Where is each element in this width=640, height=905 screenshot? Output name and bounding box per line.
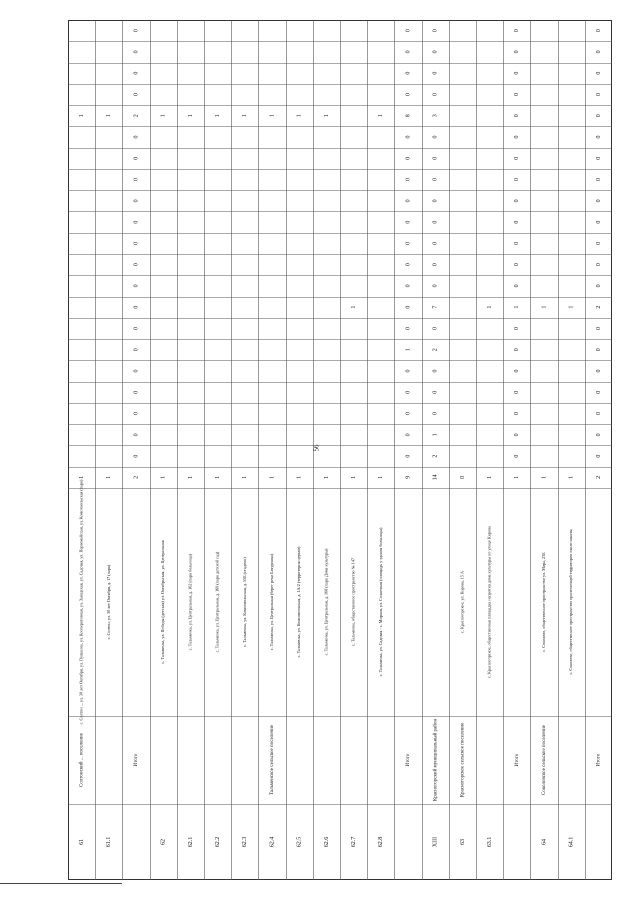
row-value: 1 <box>568 305 575 309</box>
row-value: 0 <box>405 156 412 160</box>
row-locality: с. Тальменка, общественное пространство № 147 <box>350 558 356 646</box>
row-value: 1 <box>541 475 548 479</box>
row-value: 0 <box>514 326 521 330</box>
row-code: 62.3 <box>242 836 249 848</box>
row-code: 62.4 <box>269 836 276 848</box>
row-value: 3 <box>432 114 439 118</box>
row-value: 0 <box>432 241 439 245</box>
row-value: 1 <box>405 348 412 352</box>
row-locality: с. Солтон, ул. 30 лет Октября, д. 17 (парк) <box>105 564 111 640</box>
row-value: 0 <box>514 220 521 224</box>
row-locality: с. Красногорское, общественная площадка напротив дома культуры по улице Кирова <box>486 526 492 678</box>
row-value: 0 <box>133 220 140 224</box>
row-value: 2 <box>133 475 140 479</box>
row-code: 62.6 <box>323 836 330 848</box>
row-value: 0 <box>432 326 439 330</box>
row-value: 0 <box>514 412 521 416</box>
row-value: 0 <box>432 92 439 96</box>
row-code: 62.7 <box>350 836 357 848</box>
row-value: 0 <box>595 390 602 394</box>
row-code: 61 <box>78 839 85 845</box>
row-value: 0 <box>405 29 412 33</box>
row-code: XIII <box>432 836 439 848</box>
row-value: 0 <box>595 135 602 139</box>
row-code: 61.1 <box>106 836 113 848</box>
row-code: 62.5 <box>296 836 303 848</box>
row-value: 0 <box>133 284 140 288</box>
row-value: 7 <box>432 305 439 309</box>
row-locality: с. Тальменка, ул. Комсомольская, д. 55Б (стадион) <box>241 557 247 647</box>
row-value: 0 <box>133 454 140 458</box>
row-value: 0 <box>432 29 439 33</box>
row-value: 0 <box>133 199 140 203</box>
row-value: 0 <box>405 412 412 416</box>
row-value: 0 <box>595 29 602 33</box>
row-value: 0 <box>405 369 412 373</box>
row-value: 0 <box>514 390 521 394</box>
row-value: 2 <box>133 114 140 118</box>
row-value: 0 <box>133 71 140 75</box>
row-value: 0 <box>432 412 439 416</box>
row-value: 0 <box>405 92 412 96</box>
row-value: 1 <box>541 305 548 309</box>
row-value: 0 <box>432 135 439 139</box>
row-value: 1 <box>214 475 221 479</box>
row-value: 0 <box>133 156 140 160</box>
row-value: 0 <box>133 326 140 330</box>
row-code: 64.1 <box>568 836 575 848</box>
row-value: 0 <box>133 50 140 54</box>
footnote-separator <box>0 883 122 884</box>
row-value: 1 <box>106 114 113 118</box>
row-value: 0 <box>405 433 412 437</box>
row-district: Солтонский ... поселение <box>79 733 85 787</box>
row-value: 0 <box>514 135 521 139</box>
row-district: Итого <box>406 753 412 767</box>
row-value: 0 <box>405 241 412 245</box>
row-value: 0 <box>432 390 439 394</box>
row-value: 0 <box>432 71 439 75</box>
row-value: 0 <box>595 348 602 352</box>
row-value: 0 <box>133 390 140 394</box>
row-value: 0 <box>133 29 140 33</box>
row-district: Красногорское сельское поселение <box>460 722 466 798</box>
row-value: 1 <box>78 475 85 479</box>
row-value: 0 <box>133 135 140 139</box>
row-value: 0 <box>133 178 140 182</box>
row-value: 0 <box>514 178 521 182</box>
row-value: 2 <box>595 475 602 479</box>
row-value: 0 <box>595 433 602 437</box>
row-value: 8 <box>405 114 412 118</box>
row-value: 1 <box>106 475 113 479</box>
row-value: 0 <box>595 71 602 75</box>
row-code: 63 <box>459 839 466 845</box>
row-value: 0 <box>432 178 439 182</box>
row-value: 0 <box>405 178 412 182</box>
row-value: 1 <box>486 305 493 309</box>
row-value: 0 <box>595 263 602 267</box>
row-value: 0 <box>514 369 521 373</box>
row-locality: с. Соколово, общественное пространство ул. Мира, 23Б <box>540 552 546 652</box>
row-locality: с. Красногорское, ул. Кирова, 15 А <box>459 571 465 633</box>
row-locality: с. Соколово, общественное пространство прилегающей территории около школы <box>568 529 574 675</box>
row-value: 0 <box>432 220 439 224</box>
row-value: 1 <box>323 475 330 479</box>
row-value: 1 <box>378 475 385 479</box>
row-value: 0 <box>595 50 602 54</box>
row-value: 0 <box>133 412 140 416</box>
row-value: 0 <box>514 114 521 118</box>
row-value: 0 <box>514 284 521 288</box>
row-value: 1 <box>214 114 221 118</box>
row-value: 0 <box>405 263 412 267</box>
row-value: 1 <box>568 475 575 479</box>
row-value: 0 <box>595 92 602 96</box>
row-value: 0 <box>405 305 412 309</box>
row-code: 62 <box>160 839 167 845</box>
row-value: 0 <box>514 92 521 96</box>
row-value: 0 <box>405 326 412 330</box>
row-value: 0 <box>459 475 466 479</box>
row-value: 0 <box>595 326 602 330</box>
row-value: 1 <box>296 114 303 118</box>
row-value: 0 <box>133 305 140 309</box>
row-value: 0 <box>405 71 412 75</box>
row-value: 1 <box>296 475 303 479</box>
row-value: 0 <box>595 412 602 416</box>
row-value: 0 <box>432 156 439 160</box>
row-value: 2 <box>432 454 439 458</box>
row-value: 1 <box>242 114 249 118</box>
table-border <box>69 21 612 880</box>
row-value: 0 <box>595 454 602 458</box>
row-district: Итого <box>514 753 520 767</box>
row-value: 0 <box>595 220 602 224</box>
row-value: 1 <box>187 475 194 479</box>
row-value: 0 <box>595 114 602 118</box>
row-value: 0 <box>432 263 439 267</box>
row-district: Тальменское сельское поселение <box>270 724 276 796</box>
row-value: 14 <box>432 474 439 481</box>
row-value: 0 <box>432 284 439 288</box>
row-value: 1 <box>187 114 194 118</box>
row-locality: с. Тальменка, ул. Садовая - с. Мирная, ул. Солнечная (площадь у здания больницы) <box>377 527 383 677</box>
row-value: 0 <box>514 263 521 267</box>
row-district: Соколовское сельское поселение <box>542 725 548 795</box>
row-value: 0 <box>432 50 439 54</box>
row-value: 1 <box>378 114 385 118</box>
row-value: 0 <box>432 199 439 203</box>
row-value: 1 <box>514 305 521 309</box>
row-locality: с. Тальменка, ул. Победы (детская) ул. Октябрьская, ул. Центральная <box>160 540 166 664</box>
row-code: 62.2 <box>214 836 221 848</box>
row-value: 1 <box>78 114 85 118</box>
row-value: 2 <box>595 305 602 309</box>
row-value: 0 <box>514 50 521 54</box>
row-locality: с. Тальменка, ул. Комсомольская, д. 1А/2 (территория церкви) <box>296 546 302 658</box>
row-locality: с. Тальменка, ул. Центральная, д. 160 (парк детской сад) <box>214 551 220 653</box>
row-value: 0 <box>405 284 412 288</box>
row-value: 0 <box>133 263 140 267</box>
row-value: 0 <box>432 369 439 373</box>
row-district: Итого <box>596 753 602 767</box>
row-value: 1 <box>350 305 357 309</box>
row-code: 64 <box>541 839 548 845</box>
row-value: 1 <box>486 475 493 479</box>
row-value: 1 <box>242 475 249 479</box>
row-value: 0 <box>514 199 521 203</box>
row-district: Итого <box>134 753 140 767</box>
row-value: 0 <box>514 241 521 245</box>
row-value: 1 <box>323 114 330 118</box>
row-value: 0 <box>595 156 602 160</box>
row-value: 0 <box>514 433 521 437</box>
row-value: 0 <box>405 199 412 203</box>
row-locality: с. Солтон ... ул. 30 лет Октября, ул. Пушкина, ул. Кооперативная, ул. Заводская, ул. Садовая, ул. Первомайская, ул. Комсомольская (парк) <box>78 479 84 725</box>
row-value: 0 <box>405 220 412 224</box>
row-value: 0 <box>595 369 602 373</box>
row-code: 63.1 <box>486 836 493 848</box>
data-table <box>68 20 612 880</box>
row-value: 0 <box>595 199 602 203</box>
row-value: 0 <box>133 348 140 352</box>
row-district: Красногорский муниципальный район <box>433 718 439 802</box>
row-value: 0 <box>514 29 521 33</box>
row-value: 1 <box>350 475 357 479</box>
row-value: 0 <box>405 454 412 458</box>
page-number: 56 <box>312 444 321 452</box>
table-grid <box>68 20 612 880</box>
row-value: 0 <box>514 71 521 75</box>
row-value: 1 <box>269 475 276 479</box>
row-value: 1 <box>432 433 439 437</box>
row-value: 1 <box>269 114 276 118</box>
row-value: 0 <box>405 135 412 139</box>
row-locality: с. Тальменка, ул. Центральная, д. 162 (парк больница) <box>187 553 193 651</box>
row-value: 0 <box>133 433 140 437</box>
row-value: 0 <box>514 348 521 352</box>
row-locality: с. Тальменка, ул. Центральная (берег реки Бачуринка) <box>268 553 274 651</box>
row-value: 0 <box>405 390 412 394</box>
row-locality: с. Тальменка, ул. Центральная, д. 168 (парк Дома культуры) <box>323 548 329 656</box>
row-value: 0 <box>595 284 602 288</box>
row-value: 0 <box>595 241 602 245</box>
row-code: 62.1 <box>187 836 194 848</box>
row-value: 1 <box>160 114 167 118</box>
row-value: 0 <box>514 454 521 458</box>
row-value: 2 <box>432 348 439 352</box>
row-value: 0 <box>405 50 412 54</box>
row-code: 62.8 <box>378 836 385 848</box>
row-value: 1 <box>514 475 521 479</box>
row-value: 0 <box>133 241 140 245</box>
row-value: 9 <box>405 475 412 479</box>
row-value: 0 <box>133 92 140 96</box>
row-value: 0 <box>514 156 521 160</box>
row-value: 1 <box>160 475 167 479</box>
row-value: 0 <box>133 369 140 373</box>
row-value: 0 <box>595 178 602 182</box>
